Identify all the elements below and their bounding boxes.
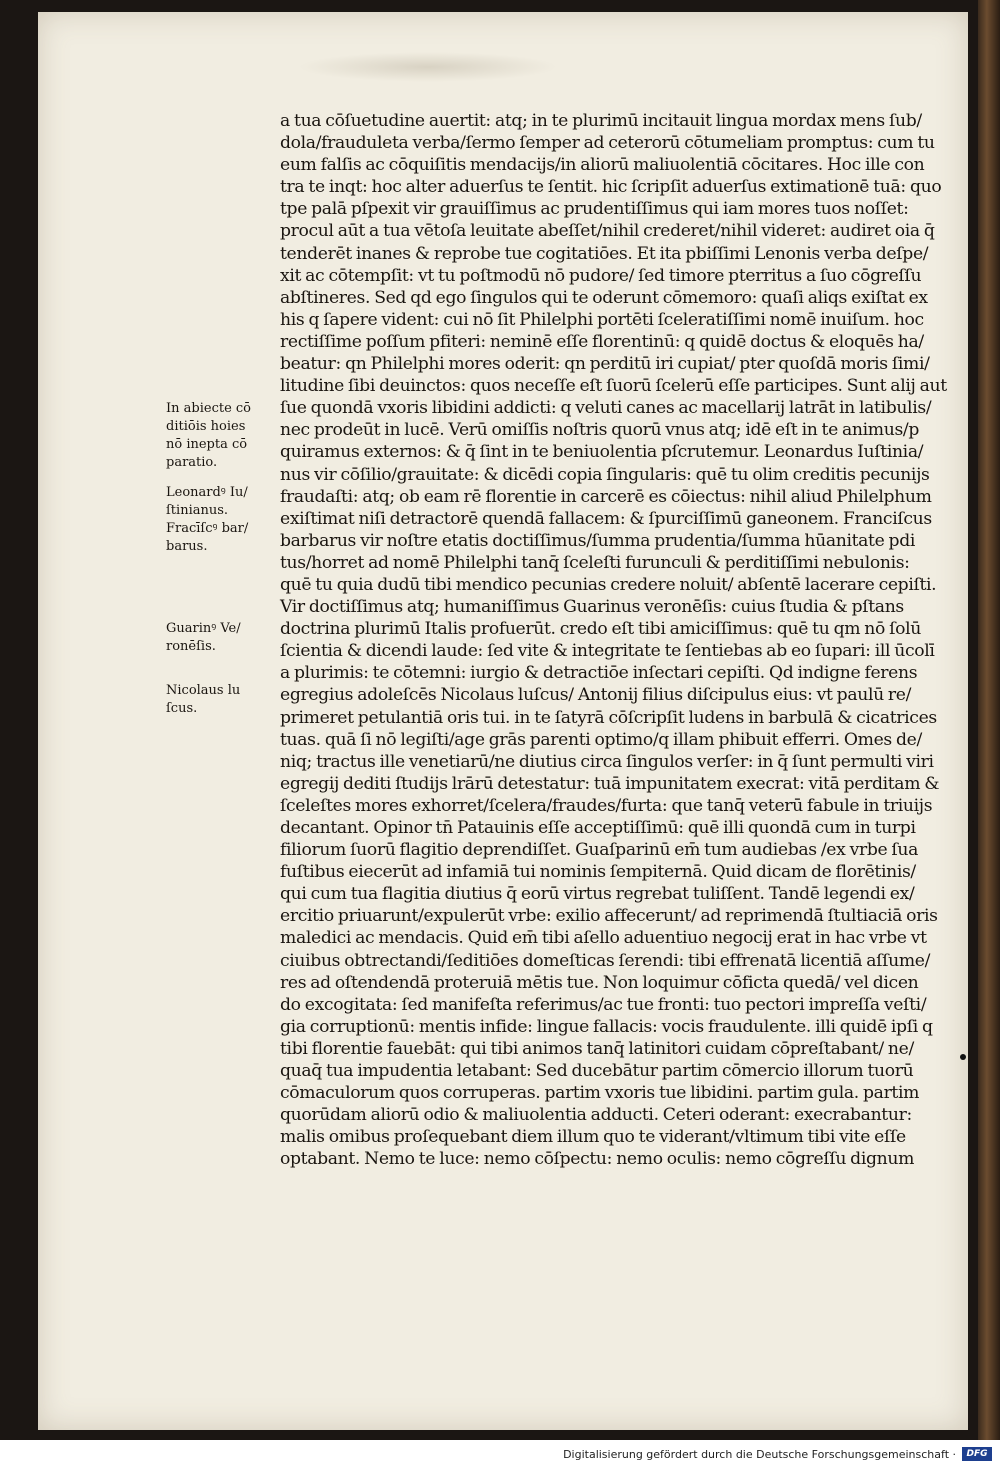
- text-line: tra te inqt: hoc alter aduerſus te ſentit. hic ſcripſit aduerſus extimationē tuā: quo: [280, 177, 942, 198]
- margin-note-line: Leonardꝰ Iu/: [166, 485, 248, 500]
- margin-note-line: ronēſis.: [166, 639, 216, 654]
- text-line: tus/horret ad nomē Philelphi tanq̄ ſceleſti furunculi & perditiſſimi nebulonis:: [280, 552, 910, 573]
- margin-note-nicolaus: [166, 682, 266, 718]
- text-line: decantant. Opinor tn̄ Patauinis eſſe acceptiſſimū: quē illi quondā cum in turpi: [280, 818, 916, 838]
- text-line: malis omibus proſequebant diem illum quo te viderant/vltimum tibi vite eſſe: [280, 1127, 906, 1148]
- text-line: quaq̄ tua impudentia letabant: Sed ducebātur partim cōmercio illorum tuorū: [280, 1061, 914, 1082]
- text-line: xit ac cōtempſit: vt tu poſtmodū nō pudore/ ſed timore pterritus a ſuo cōgreſſu: [280, 265, 922, 286]
- text-line: doctrina plurimū Italis profuerūt. credo eſt tibi amiciſſimus: quē tu qm nō ſolū: [280, 619, 921, 640]
- text-line: maledici ac mendacis. Quid em̄ tibi aſello aduentiuo negocij erat in hac vrbe vt: [280, 928, 927, 949]
- text-line: tuas. quā ſi nō legiſti/age grās parenti optimo/q illam phibuit efferri. Omes de/: [280, 729, 922, 750]
- dfg-logo-icon: DFG: [962, 1447, 992, 1461]
- text-line: cōmaculorum quos corruperas. partim vxoris tue libidini. partim gula. partim: [280, 1083, 920, 1104]
- text-line: ſue quondā vxoris libidini addicti: q veluti canes ac macellarij latrāt in latibulis/: [280, 398, 932, 419]
- ink-smudge: [298, 52, 558, 82]
- text-line: eum falſis ac cōquiſitis mendacijs/in aliorū maliuolentiā cōcitares. Hoc ille con: [280, 155, 925, 176]
- book-spine: [978, 0, 1000, 1440]
- funding-notice: Digitalisierung gefördert durch die Deutsche Forschungsgemeinschaft ·: [563, 1448, 956, 1461]
- text-line: litudine ſibi deuinctos: quos neceſſe eſt ſuorū ſcelerū eſſe participes. Sunt alij aut: [280, 376, 947, 397]
- text-line: rectiſſime poſſum pfiteri: neminē eſſe florentinū: q quidē doctus & eloquēs ha/: [280, 331, 924, 352]
- text-line: fraudaſti: atq; ob eam rē florentie in carcerē es cōiectus: nihil aliud Philelphum: [280, 486, 932, 507]
- text-line: egregij dediti ſtudijs lrārū detestatur: tuā impunitatem execrat: vitā perditam &: [280, 773, 940, 794]
- margin-note-line: Guarinꝰ Ve/: [166, 621, 241, 636]
- text-line: tibi florentie fauebāt: qui tibi animos tanq̄ latinitori cuidam cōpreſtabant/ ne/: [280, 1038, 914, 1059]
- text-line: tpe palā pſpexit vir grauiſſimus ac prudentiſſimus qui iam mores tuos noſſet:: [280, 199, 909, 220]
- text-line: optabant. Nemo te luce: nemo cōſpectu: nemo oculis: nemo cōgreſſu dignum: [280, 1149, 915, 1170]
- text-line: primeret petulantiā oris tui. in te ſatyrā cōſcripſit ludens in barbulā & cicatrices: [280, 707, 937, 728]
- text-line: quorūdam aliorū odio & maliuolentia adducti. Ceteri oderant: execrabantur:: [280, 1105, 912, 1126]
- text-line: ciuibus obtrectandi/ſeditiōes domeſticas ſerendi: tibi effrenatā licentiā aſſume/: [280, 950, 931, 971]
- margin-note-line: ſtinianus.: [166, 503, 229, 518]
- text-line: niq; tractus ille venetiarū/ne diutius circa ſingulos verſer: in q̄ ſunt permulti viri: [280, 751, 934, 772]
- main-text-block: [280, 110, 947, 1171]
- text-line: a plurimis: te cōtemni: iurgio & detractiōe inſectari cepiſti. Qd indigne ferens: [280, 663, 918, 684]
- margin-note-line: ditiōis hoies: [166, 419, 246, 434]
- text-line: filiorum ſuorū flagitio deprendiſſet. Guaſparinū em̄ tum audiebas /ex vrbe ſua: [280, 840, 919, 861]
- text-line: his q ſapere vident: cui nō ſit Philelphi portēti ſceleratiſſimi nomē inuiſum. hoc: [280, 309, 924, 330]
- margin-note-line: barus.: [166, 539, 208, 554]
- text-line: beatur: qn Philelphi mores oderit: qn perditū iri cupiat/ pter quoſdā moris ſimi/: [280, 354, 930, 375]
- margin-note-guarinus: [166, 620, 266, 656]
- footer-bar: [0, 1440, 1000, 1469]
- text-line: abſtineres. Sed qd ego ſingulos qui te oderunt cōmemoro: quaſi aliqs exiſtat ex: [280, 287, 928, 308]
- text-line: quiramus externos: & q̄ ſint in te beniuolentia pſcrutemur. Leonardus Iuſtinia/: [280, 442, 924, 463]
- text-line: do excogitata: ſed manifeſta referimus/ac tue fronti: tuo pectori impreſſa veſti/: [280, 994, 927, 1015]
- margin-note-line: paratio.: [166, 455, 218, 470]
- margin-note-line: Fracīſcꝰ bar/: [166, 521, 249, 536]
- text-line: quē tu quia dudū tibi mendico pecunias credere noluit/ abſentē lacerare cepiſti.: [280, 574, 937, 595]
- text-line: ſceleſtes mores exhorret/ſcelera/fraudes/furta: que tanq̄ veterū fabule in triuijs: [280, 795, 933, 816]
- margin-note-line: nō inepta cō: [166, 437, 248, 452]
- margin-note-line: Nicolaus lu: [166, 683, 241, 698]
- book-page: [38, 12, 968, 1430]
- text-line: ſcientia & dicendi laude: ſed vite & integritate te ſentiebas ab eo ſupari: ill ūcolī: [280, 641, 935, 662]
- margin-note-comparatio: [166, 400, 266, 472]
- text-line: fuſtibus eiecerūt ad infamiā tui nominis ſempiternā. Quid dicam de florētinis/: [280, 862, 916, 883]
- text-line: qui cum tua flagitia diutius q̄ eorū virtus regrebat tuliſſent. Tandē legendi ex/: [280, 884, 915, 905]
- text-line: barbarus vir noſtre etatis doctiſſimus/ſumma prudentia/ſumma hūanitate pdi: [280, 530, 915, 551]
- text-line: Vir doctiſſimus atq; humaniſſimus Guarinus veronēſis: cuius ſtudia & pſtans: [280, 597, 904, 618]
- margin-note-line: ſcus.: [166, 701, 198, 716]
- text-line: nec prodeūt in lucē. Verū omiſſis noſtris quorū vnus atq; idē eſt in te animus/p: [280, 420, 920, 441]
- text-line: gia corruptionū: mentis infide: lingue fallacis: vocis fraudulente. illi quidē ipſi q: [280, 1016, 933, 1037]
- text-line: procul aūt a tua vētoſa leuitate abeſſet/nihil crederet/nihil videret: audiret oia q̄: [280, 221, 935, 242]
- text-line: egregius adoleſcēs Nicolaus luſcus/ Antonij filius diſcipulus eius: vt paulū re/: [280, 685, 912, 706]
- text-line: nus vir cōſilio/grauitate: & dicēdi copia ſingularis: quē tu olim creditis pecunijs: [280, 464, 930, 485]
- text-line: res ad oſtendendā proteruiā mētis tue. Non loquimur cōficta quedā/ vel dicen: [280, 972, 919, 993]
- margin-note-line: In abiecte cō: [166, 401, 252, 416]
- text-line: ercitio priuarunt/expulerūt vrbe: exilio affecerunt/ ad reprimendā ſtultiaciā oris: [280, 906, 938, 927]
- text-line: dola/frauduleta verba/ſermo ſemper ad ceterorū cōtumeliam promptus: cum tu: [280, 133, 935, 154]
- text-line: a tua cōſuetudine auertit: atq; in te plurimū incitauit lingua mordax mens ſub/: [280, 111, 922, 131]
- ink-dot: [960, 1054, 966, 1060]
- text-line: exiſtimat niſi detractorē quendā fallacem: & ſpurciſſimū ganeonem. Franciſcus: [280, 508, 932, 529]
- text-line: tenderēt inanes & reprobe tue cogitatiōes. Et ita pbiſſimi Lenonis verba deſpe/: [280, 243, 929, 264]
- margin-note-leonardus: [166, 484, 266, 556]
